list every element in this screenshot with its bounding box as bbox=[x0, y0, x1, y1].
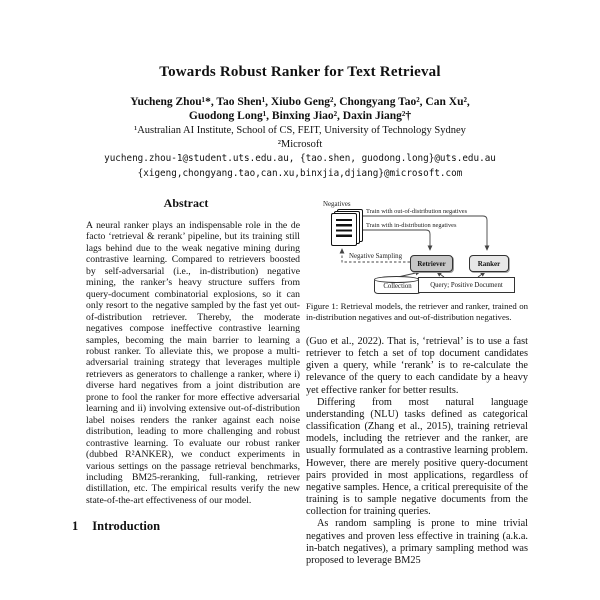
paper-title: Towards Robust Ranker for Text Retrieval bbox=[159, 64, 441, 80]
author-block bbox=[0, 95, 600, 123]
figure-caption: Figure 1: Retrieval models, the retriever and ranker, trained on in-distribution negatives and out-of-distribution negatives. bbox=[306, 301, 528, 322]
affiliation-line-2: ²Microsoft bbox=[277, 138, 323, 150]
ranker-box: Ranker bbox=[469, 255, 509, 272]
negative-sampling-label: Negative Sampling bbox=[349, 253, 403, 260]
query-positive-document-box: Query; Positive Document bbox=[418, 277, 515, 293]
section-number: 1 bbox=[72, 519, 79, 534]
collection-label: Collection bbox=[383, 282, 412, 290]
retriever-box: Retriever bbox=[410, 255, 453, 272]
author-line-2: Guodong Long¹, Binxing Jiao², Daxin Jiang²† bbox=[188, 110, 412, 122]
abstract-heading: Abstract bbox=[163, 196, 209, 210]
author-line-1: Yucheng Zhou¹*, Tao Shen¹, Xiubo Geng², Chongyang Tao², Can Xu², bbox=[130, 96, 470, 108]
body-paragraph-2: Differing from most natural language understanding (NLU) tasks defined as categorical classification (Zhang et al., 2015), training retrieval models, including the retriever and the ranker, are usually formulated as a contrastive learning problem. However, there are merely positive query-document pairs provided in most applications, regardless of negative samples. Hence, a critical prerequisite of the training is to sample negative documents from the collection for training queries. bbox=[306, 396, 528, 518]
affiliation-block bbox=[0, 124, 600, 151]
document-stack-icon bbox=[331, 213, 357, 246]
body-paragraph-3: As random sampling is prone to mine trivial negatives and proven less effective in training (a.k.a. in-batch negatives), a primary sampling method was proposed to leverage BM25 bbox=[306, 518, 528, 566]
train-in-distribution-label: Train with in-distribution negatives bbox=[366, 222, 457, 229]
left-column bbox=[72, 196, 300, 534]
figure-1-diagram bbox=[306, 200, 524, 296]
section-label: Introduction bbox=[92, 519, 161, 534]
affiliation-line-1: ¹Australian AI Institute, School of CS, FEIT, University of Technology Sydney bbox=[134, 125, 466, 136]
section-heading-introduction bbox=[72, 519, 300, 534]
abstract-text: A neural ranker plays an indispensable role in the de facto ‘retrieval & rerank’ pipeline, but its training still lags behind due to the weak negative mining during contrastive learning. Compared to retrievers boosted by self-adversarial (i.e., in-distribution) negative mining, the ranker’s heavy structure suffers from query-document combinatorial explosions, so it can only resort to the negative sampled by the fast yet out-of-distribution retriever. Thereby, the moderate negatives compose ineffective contrastive learning samples, becoming the main barrier to learning a robust ranker. To alleviate this, we propose a multi-adversarial training strategy that leverages multiple retrievers as generators to challenge a ranker, where i) diverse hard negatives from a joint distribution are prone to fool the ranker for more effective adversarial learning and ii) involving extensive out-of-distribution label noises renders the ranker against each noise distribution, leading to more challenging and robust contrastive learning. To evaluate our robust ranker (dubbed R²ANKER), we conduct experiments in various settings on the passage retrieval benchmarks, including BM25-reranking, full-ranking, retriever distillation, etc. The empirical results verify the new state-of-the-art effectiveness of our model. bbox=[86, 220, 300, 506]
email-line-2: {xigeng,chongyang.tao,can.xu,binxjia,djiang}@microsoft.com bbox=[137, 167, 463, 179]
body-paragraph-1: (Guo et al., 2022). That is, ‘retrieval’ is to use a fast retriever to fetch a set of top document candidates given a query, while ‘rerank’ is to re-calculate the relevance of the query to each candidate by a heavy yet effective ranker for better results. bbox=[306, 336, 528, 396]
email-line-1: yucheng.zhou-1@student.uts.edu.au, {tao.shen, guodong.long}@uts.edu.au bbox=[104, 153, 496, 164]
collection-cylinder bbox=[374, 278, 421, 294]
train-out-of-distribution-label: Train with out-of-distribution negatives bbox=[366, 208, 468, 215]
email-block bbox=[0, 152, 600, 181]
right-column bbox=[306, 200, 528, 600]
document-text-lines-icon bbox=[336, 219, 352, 240]
negatives-label: Negatives bbox=[323, 201, 351, 208]
